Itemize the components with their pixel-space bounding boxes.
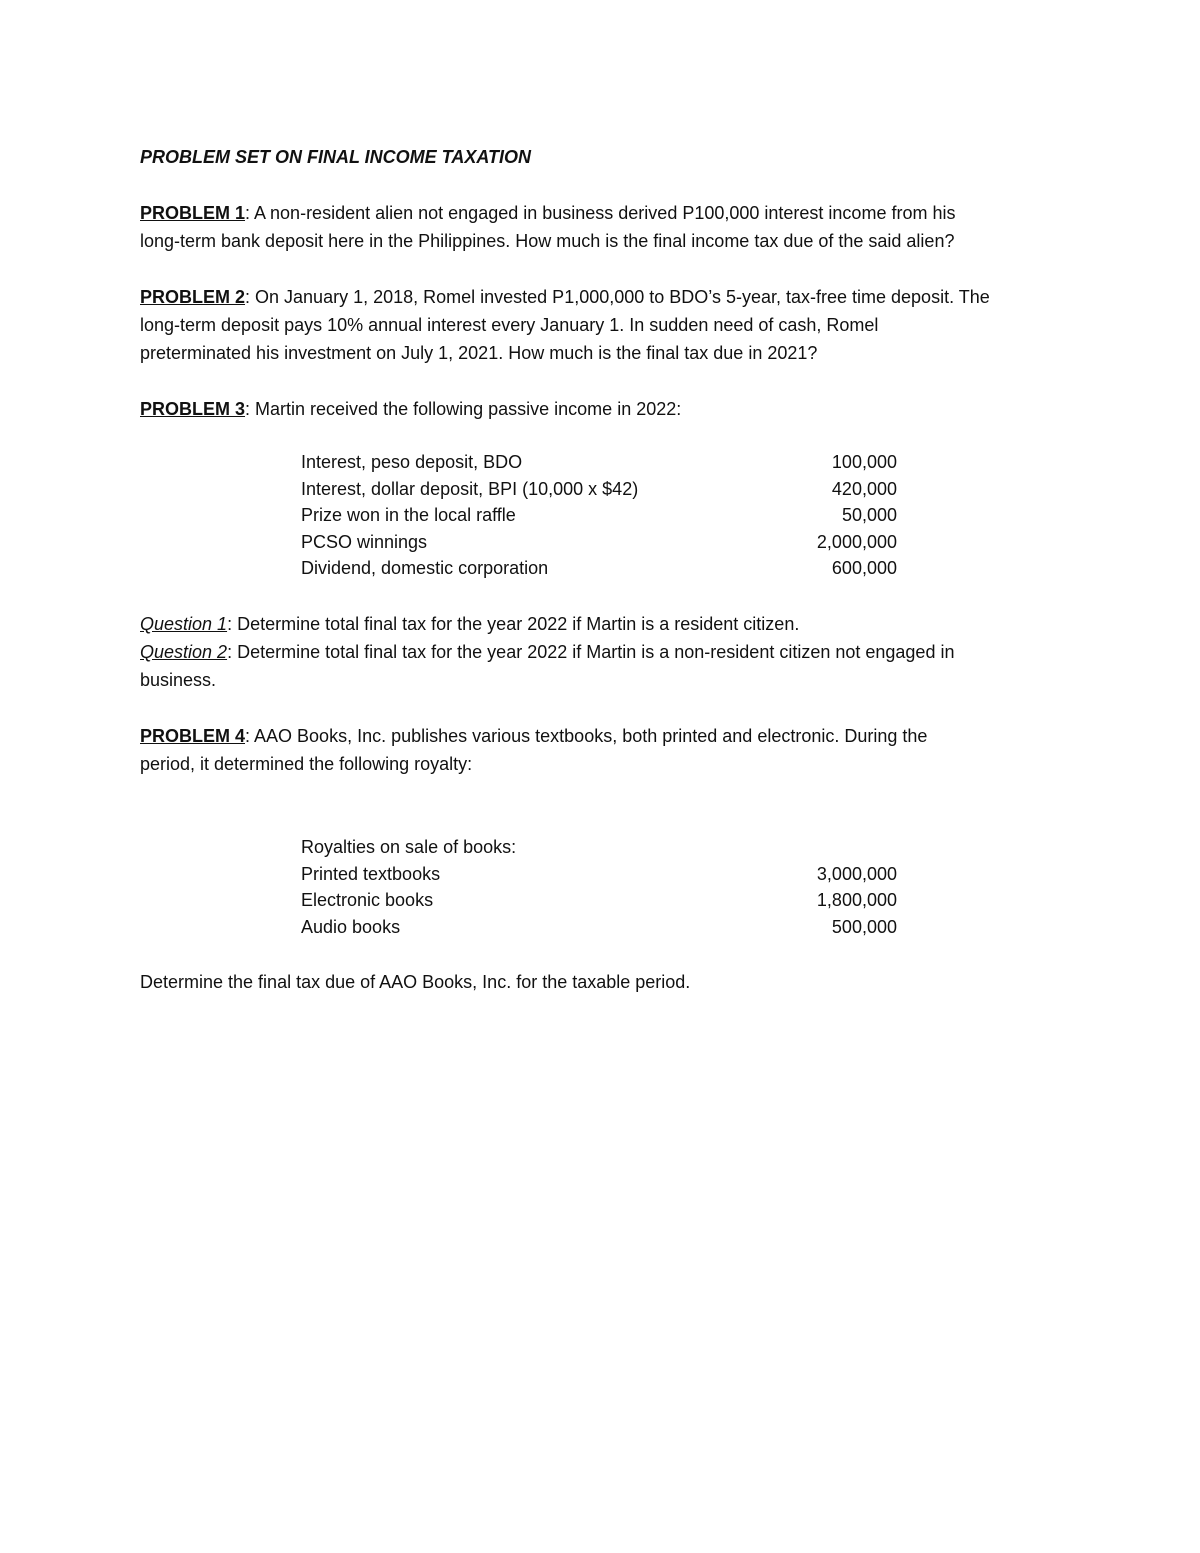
royalty-table	[301, 834, 897, 940]
passive-income-table	[301, 449, 897, 582]
table-row	[301, 449, 897, 476]
problem-1	[140, 199, 1060, 255]
table-row	[301, 476, 897, 503]
item-description: Interest, dollar deposit, BPI (10,000 x $42)	[301, 478, 639, 499]
problem-3-text-line1: : Martin received the following passive income in 2022:	[245, 399, 682, 419]
item-amount: 600,000	[831, 558, 897, 579]
problem-4-text-line1: : AAO Books, Inc. publishes various textbooks, both printed and electronic. During the	[245, 725, 928, 746]
royalty-subheading: Royalties on sale of books:	[301, 836, 517, 857]
item-description: Interest, peso deposit, BDO	[301, 452, 523, 472]
question-2-text: : Determine total final tax for the year 2022 if Martin is a non-resident citizen not engaged in	[227, 641, 955, 662]
item-description: Audio books	[301, 916, 401, 937]
item-description: Prize won in the local raffle	[301, 505, 516, 526]
problem-4-label: PROBLEM 4	[140, 725, 246, 746]
item-amount: 1,800,000	[816, 890, 897, 911]
problem-2-text-line2: long-term deposit pays 10% annual interest every January 1. In sudden need of cash, Romel	[140, 315, 879, 335]
table-row	[301, 502, 897, 529]
item-description: Printed textbooks	[301, 863, 441, 884]
item-amount: 500,000	[831, 916, 897, 937]
problem-4-closing: Determine the final tax due of AAO Books, Inc. for the taxable period.	[140, 972, 691, 993]
problem-2-label: PROBLEM 2	[140, 287, 246, 307]
problem-4-text-line2: period, it determined the following royalty:	[140, 753, 473, 774]
table-row	[301, 555, 897, 582]
problem-1-text-line1: : A non-resident alien not engaged in business derived P100,000 interest income from his	[245, 203, 956, 223]
item-amount: 100,000	[831, 452, 897, 472]
item-amount: 420,000	[831, 478, 897, 499]
table-row	[301, 887, 897, 914]
problem-2-text-line1: : On January 1, 2018, Romel invested P1,000,000 to BDO’s 5-year, tax-free time deposit. The	[245, 287, 990, 307]
table-row	[301, 914, 897, 941]
problem-3-label: PROBLEM 3	[140, 399, 246, 419]
question-1-label: Question 1	[140, 613, 228, 634]
item-amount: 2,000,000	[816, 531, 897, 552]
item-description: Electronic books	[301, 890, 434, 911]
question-2-text-line2: business.	[140, 669, 217, 690]
problem-1-label: PROBLEM 1	[140, 203, 246, 223]
problem-1-text-line2: long-term bank deposit here in the Philippines. How much is the final income tax due of the said alien?	[140, 231, 955, 251]
item-amount: 3,000,000	[816, 863, 897, 884]
question-2-label: Question 2	[140, 641, 228, 662]
problem-4	[140, 722, 1060, 996]
table-row	[301, 529, 897, 556]
document-body	[140, 143, 1060, 996]
item-description: PCSO winnings	[301, 531, 428, 552]
problem-2-text-line3: preterminated his investment on July 1, 2021. How much is the final tax due in 2021?	[140, 343, 818, 363]
document-title: PROBLEM SET ON FINAL INCOME TAXATION	[140, 147, 531, 167]
item-description: Dividend, domestic corporation	[301, 558, 549, 579]
problem-2	[140, 283, 1060, 367]
question-1-text: : Determine total final tax for the year 2022 if Martin is a resident citizen.	[227, 613, 800, 634]
problem-3	[140, 395, 1060, 694]
table-row	[301, 861, 897, 888]
item-amount: 50,000	[841, 505, 897, 526]
